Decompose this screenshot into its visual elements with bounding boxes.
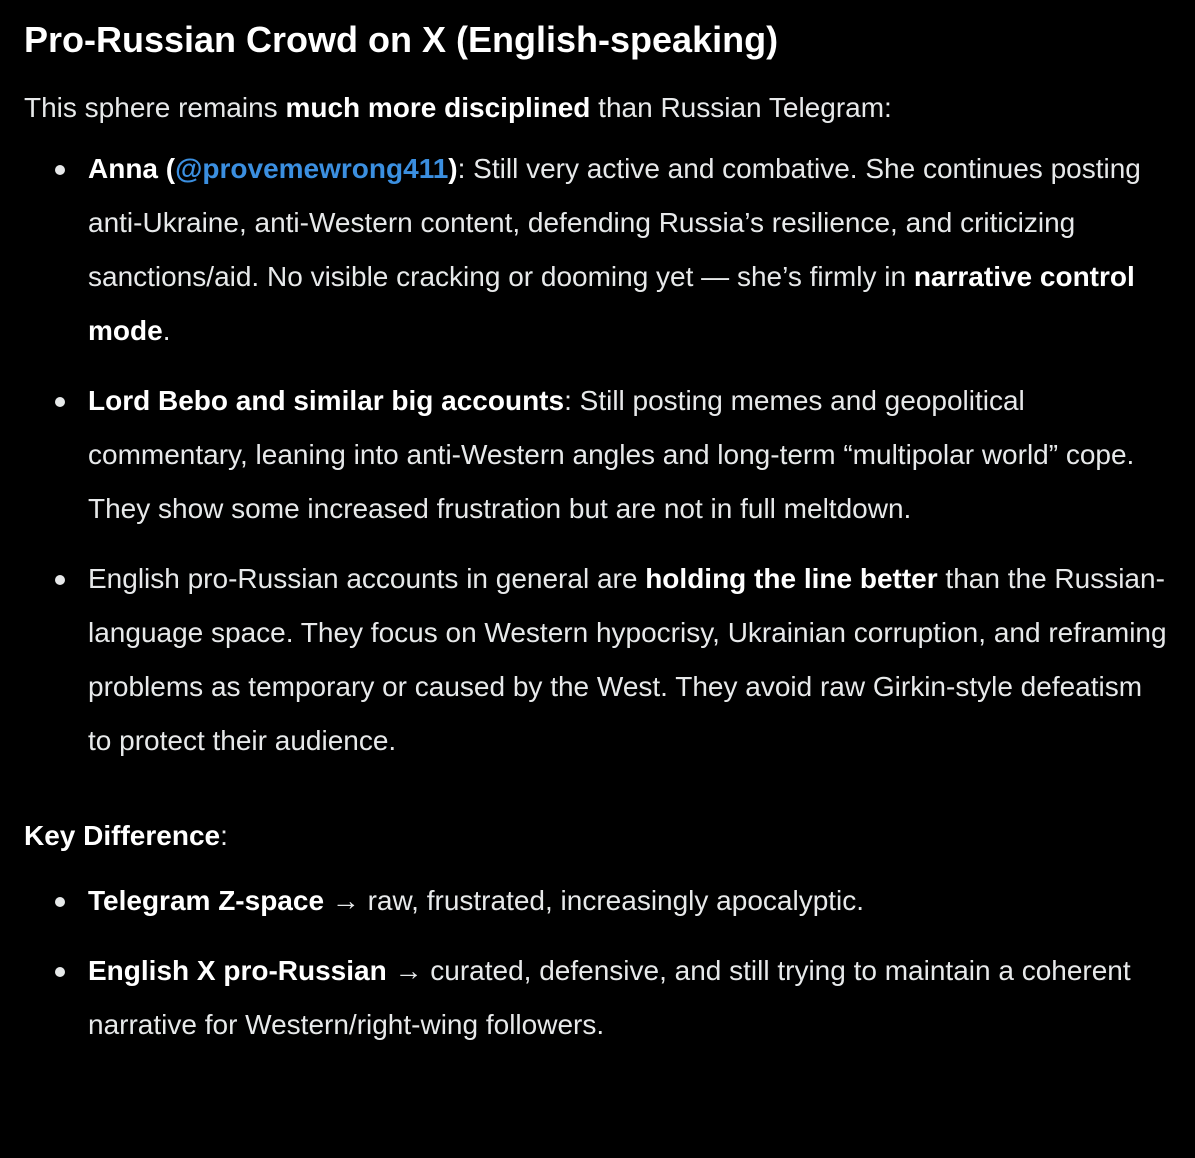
bullet-icon [55, 575, 65, 585]
intro-bold: much more disciplined [285, 92, 591, 123]
key-difference-bold: Key Difference [24, 820, 221, 851]
key-difference-heading [24, 816, 1171, 856]
anna-name-close: ) [448, 153, 458, 184]
accounts-list [24, 142, 1171, 768]
english-accounts-text: English pro-Russian accounts in general are [88, 563, 646, 594]
english-x-bold: English X pro-Russian [88, 955, 387, 986]
intro-paragraph [24, 88, 1171, 128]
list-item-english-x [24, 944, 1171, 1052]
list-item-anna [24, 142, 1171, 358]
english-accounts-bold: holding the line better [645, 563, 938, 594]
list-item-lord-bebo [24, 374, 1171, 536]
list-item-telegram [24, 874, 1171, 928]
anna-name: Anna ( [88, 153, 176, 184]
bullet-icon [55, 967, 65, 977]
anna-text: : Still very active and combative. She continues posting anti-Ukraine, anti-Western content, defending Russia’s resilience, and criticizing sanctions/aid. No visible cracking or dooming yet — she’s firmly in [88, 153, 1141, 292]
key-difference-colon: : [220, 820, 228, 851]
differences-list [24, 874, 1171, 1052]
english-accounts-text-end: than the Russian-language space. They focus on Western hypocrisy, Ukrainian corruption, and reframing problems as temporary or caused by the West. They avoid raw Girkin-style defeatism to protect their audience. [88, 563, 1167, 756]
telegram-bold: Telegram Z-space [88, 885, 325, 916]
english-x-text: → curated, defensive, and still trying to maintain a coherent narrative for Western/right-wing followers. [88, 955, 1131, 1040]
anna-text-end: . [162, 315, 171, 346]
section-heading: Pro-Russian Crowd on X (English-speaking) [24, 19, 779, 60]
lord-bebo-bold: Lord Bebo and similar big accounts [88, 385, 565, 416]
list-item-english-accounts [24, 552, 1171, 768]
lord-bebo-text: : Still posting memes and geopolitical commentary, leaning into anti-Western angles and long-term “multipolar world” cope. They show some increased frustration but are not in full meltdown. [88, 385, 1135, 524]
bullet-icon [55, 165, 65, 175]
intro-text-before: This sphere remains [24, 92, 286, 123]
intro-text-after: than Russian Telegram: [590, 92, 892, 123]
mention-link-provemewrong411[interactable]: @provemewrong411 [175, 153, 449, 184]
telegram-text: → raw, frustrated, increasingly apocalyptic. [324, 885, 865, 916]
bullet-icon [55, 397, 65, 407]
anna-bold-phrase: narrative control mode [88, 261, 1135, 346]
bullet-icon [55, 897, 65, 907]
